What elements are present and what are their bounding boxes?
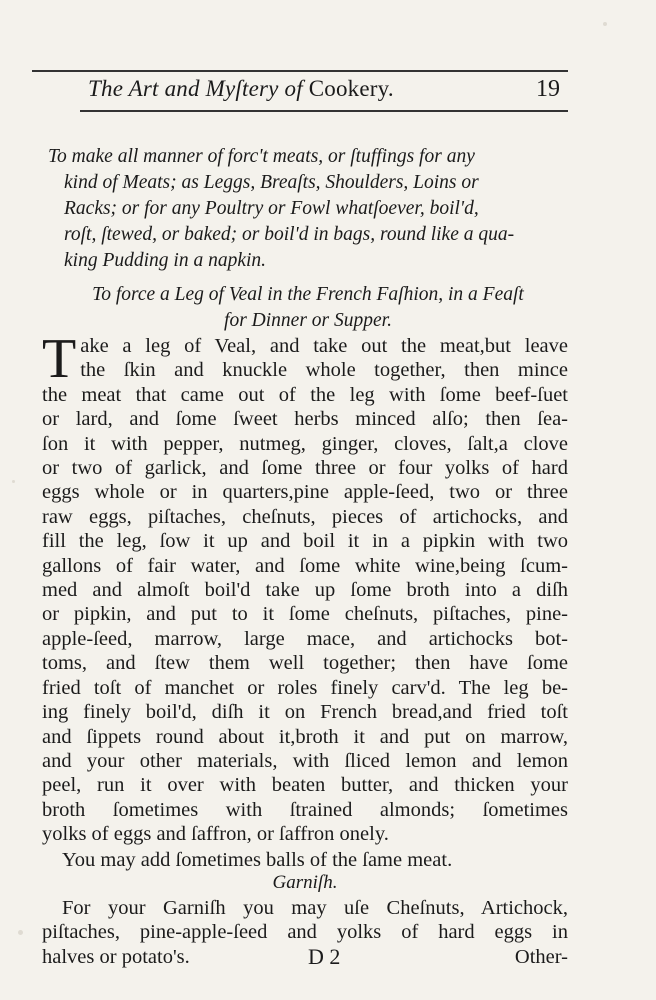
body-line: fried toſt of manchet or roles finely carv'd. The leg be- [42,676,568,699]
running-title [88,76,394,102]
body-line: ing finely boil'd, diſh it on French bread,and fried toſt [42,701,568,724]
recipe-title-line: for Dinner or Supper. [224,310,392,331]
heading-line: To make all manner of forc't meats, or ſtuffings for any [48,146,475,167]
recipe-title [48,282,568,334]
garnish-text [42,896,568,969]
body-line: raw eggs, piſtaches, cheſnuts, pieces of artichocks, and [42,505,568,528]
page-number: 19 [536,76,560,102]
running-title-italic: The Art and Myſtery of [88,76,303,101]
catchword: Other- [514,945,568,968]
running-title-roman: Cookery. [308,76,394,101]
drop-cap: T [42,328,77,390]
body-line: ake a leg of Veal, and take out the meat,but leave [80,335,568,357]
body-line: peel, run it over with beaten butter, and thicken your [42,774,568,797]
body-line: med and almoſt boil'd take up ſome broth into a diſh [42,579,568,602]
body-line: gallons of fair water, and ſome white wine,being ſcum- [42,554,568,577]
body-line: or pipkin, and put to it ſome cheſnuts, piſtaches, pine- [42,603,568,626]
body-line: and your other materials, with ſliced lemon and lemon [42,749,568,772]
body-line: ſon it with pepper, nutmeg, ginger, cloves, ſalt,a clove [42,432,568,455]
variation-note: You may add ſometimes balls of the ſame meat. [62,849,453,871]
garnish-line: piſtaches, pine-apple-ſeed and yolks of hard eggs in [42,921,568,944]
heading-line: roſt, ſtewed, or baked; or boil'd in bags, round like a qua- [64,224,515,245]
garnish-heading: Garniſh. [272,872,338,893]
heading-line: king Pudding in a napkin. [64,250,267,271]
body-line: yolks of eggs and ſaffron, or ſaffron onely. [42,823,389,846]
body-line: the ſkin and knuckle whole together, then mince [80,359,568,382]
section-heading [48,144,568,274]
garnish-line: For your Garniſh you may uſe Cheſnuts, Artichock, [62,897,568,919]
header-rule-top [32,70,568,72]
signature-mark: D 2 [308,943,341,969]
body-line: apple-ſeed, marrow, large mace, and artichocks bot- [42,627,568,650]
running-head [80,74,568,108]
body-line: the meat that came out of the leg with ſome beef-ſuet [42,383,568,406]
header-rule-bottom [80,110,568,112]
body-line: toms, and ſtew them well together; then have ſome [42,652,568,675]
body-line: eggs whole or in quarters,pine apple-ſeed, two or three [42,481,568,504]
recipe-body [42,328,568,847]
footer-line [42,945,568,969]
body-line: fill the leg, ſow it up and boil it in a pipkin with two [42,530,568,553]
paper-speck [603,22,607,26]
paper-speck [12,480,15,483]
garnish-last-line: halves or potato's. [42,945,190,968]
recipe-title-line: To force a Leg of Veal in the French Faſhion, in a Feaſt [92,284,524,305]
body-line: and ſippets round about it,broth it and put on marrow, [42,725,568,748]
body-line: broth ſometimes with ſtrained almonds; ſometimes [42,798,568,821]
body-line: or lard, and ſome ſweet herbs minced alſo; then ſea- [42,408,568,431]
heading-line: kind of Meats; as Leggs, Breaſts, Shoulders, Loins or [64,172,479,193]
body-line: or two of garlick, and ſome three or four yolks of hard [42,457,568,480]
heading-line: Racks; or for any Poultry or Fowl whatſoever, boil'd, [64,198,479,219]
paper-speck [18,930,23,935]
